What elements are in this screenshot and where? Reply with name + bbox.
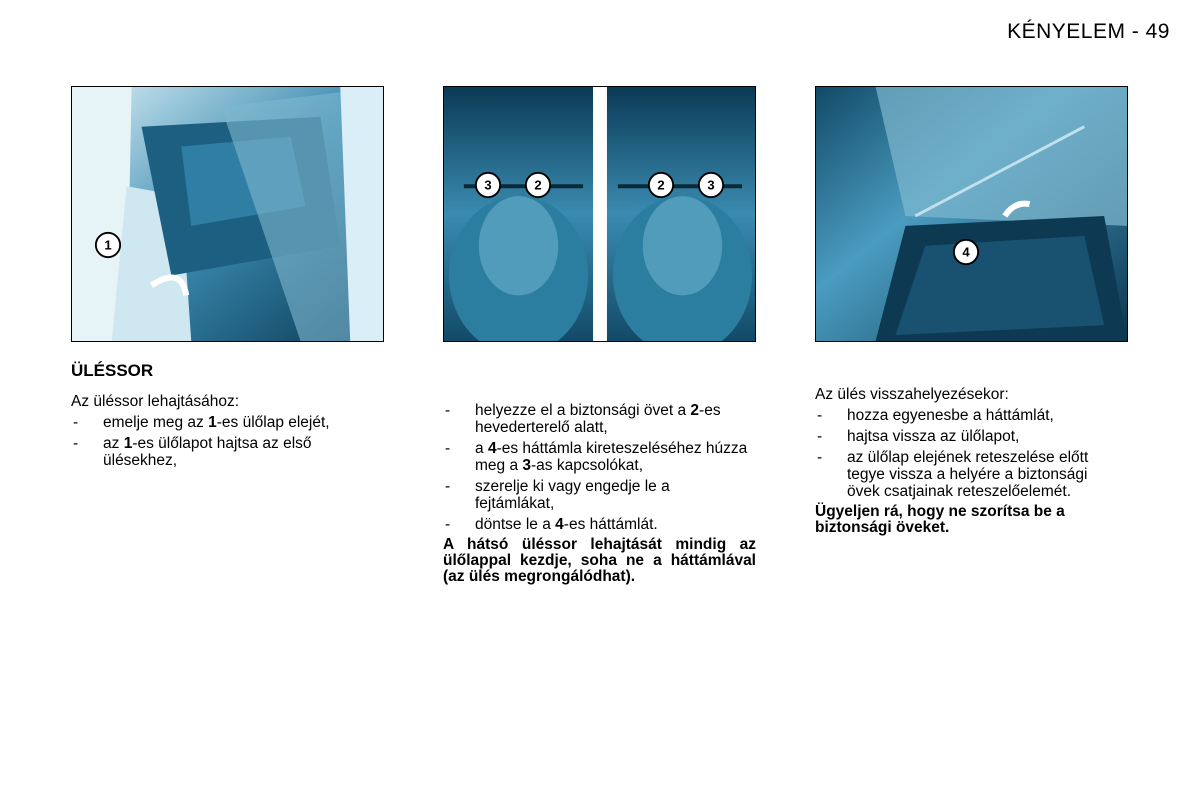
list-item: - emelje meg az 1-es ülőlap elejét, (73, 414, 330, 431)
svg-text:4: 4 (962, 244, 970, 260)
page-header: KÉNYELEM - 49 (1007, 20, 1170, 43)
intro-text: Az üléssor lehajtásához: (71, 393, 240, 410)
intro-text: Az ülés visszahelyezésekor: (815, 386, 1009, 403)
callout-2-right-icon (647, 171, 675, 199)
svg-text:1: 1 (104, 237, 112, 253)
warning-note: A hátsó üléssor lehajtását mindig az ülőlappal kezdje, soha ne a háttámlával (az ülés megrongálódhat). (443, 536, 756, 585)
section-heading: ÜLÉSSOR (71, 361, 154, 380)
list-item: - a 4-es háttámla kireteszeléséhez húzza meg a 3-as kapcsolókat, (445, 440, 748, 474)
svg-text:2: 2 (534, 177, 542, 193)
svg-text:3: 3 (484, 177, 492, 193)
column-middle (443, 402, 756, 585)
seatback-belts-photo (443, 86, 756, 342)
svg-text:2: 2 (657, 177, 665, 193)
callout-4-icon (952, 238, 980, 266)
list-item: - szerelje ki vagy engedje le a fejtámlákat, (445, 478, 670, 512)
folded-seat-photo (815, 86, 1128, 342)
list-item: - az ülőlap elejének reteszelése előtt tegye vissza a helyére a biztonsági övek csatjainak reteszelőelemét. (817, 449, 1089, 500)
list-item: - helyezze el a biztonsági övet a 2-es hevederterelő alatt, (445, 402, 721, 436)
callout-3-left-icon (474, 171, 502, 199)
callout-1-icon (94, 231, 122, 259)
list-item: - hozza egyenesbe a háttámlát, (817, 407, 1054, 424)
list-item: - az 1-es ülőlapot hajtsa az első ülésekhez, (73, 435, 312, 469)
column-left (71, 362, 391, 473)
list-item: - döntse le a 4-es háttámlát. (445, 516, 658, 533)
callout-3-right-icon (697, 171, 725, 199)
seat-cushion-photo (71, 86, 384, 342)
list-item: - hajtsa vissza az ülőlapot, (817, 428, 1020, 445)
callout-2-left-icon (524, 171, 552, 199)
column-right (815, 386, 1133, 536)
svg-text:3: 3 (707, 177, 715, 193)
warning-note: Ügyeljen rá, hogy ne szorítsa be a biztonsági öveket. (815, 503, 1065, 536)
